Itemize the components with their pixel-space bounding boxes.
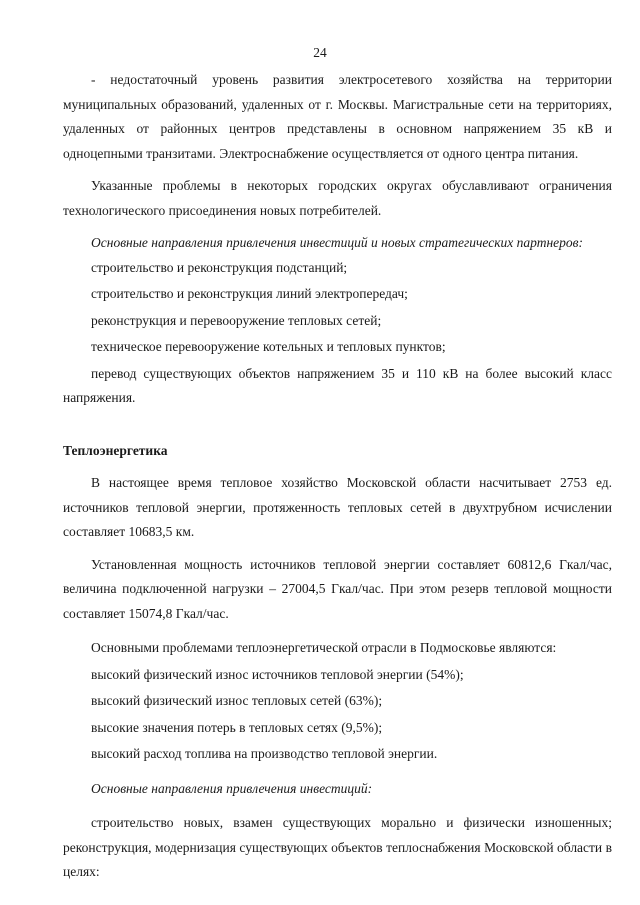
heat-paragraph-1: В настоящее время тепловое хозяйство Московской области насчитывает 2753 ед. источников тепловой энергии, протяженность тепловых сетей в двухтрубном исчислении составляет 10683,5 км. [63,475,612,539]
heat-problem-item: высокий физический износ источников тепловой энергии (54%); [91,666,464,682]
electricity-directions-heading: Основные направления привлечения инвестиций и новых стратегических партнеров: [91,235,584,250]
electricity-direction-item: строительство и реконструкция подстанций; [91,259,348,275]
electricity-direction-item: реконструкция и перевооружение тепловых сетей; [91,312,382,328]
section-title-heat: Теплоэнергетика [63,442,168,458]
electricity-direction-item: техническое перевооружение котельных и тепловых пунктов; [91,339,446,354]
heat-directions-paragraph: строительство новых, взамен существующих морально и физически изношенных; реконструкция, модернизация существующих объектов теплоснабжения Московской области в целях: [63,815,612,879]
heat-paragraph-2: Установленная мощность источников тепловой энергии составляет 60812,6 Гкал/час, величина подключенной нагрузки – 27004,5 Гкал/час. При этом резерв тепловой мощности составляет 15074,8 Гкал/час. [63,556,612,621]
heat-problem-item: высокие значения потерь в тепловых сетях (9,5%); [91,719,383,735]
electricity-direction-item: перевод существующих объектов напряжением 35 и 110 кВ на более высокий класс напряжения. [63,365,612,405]
page-content [63,68,612,885]
electricity-problems-paragraph: Указанные проблемы в некоторых городских округах обуславливают ограничения технологического присоединения новых потребителей. [63,178,612,218]
heat-problems-intro: Основными проблемами теплоэнергетической отрасли в Подмосковье являются: [91,640,557,655]
electricity-intro-paragraph: - недостаточный уровень развития электросетевого хозяйства на территории муниципальных образований, удаленных от г. Москвы. Магистральные сети на территориях, удаленных от районных центров представлены в основном напряжением 35 кВ и одноцепными транзитами. Электроснабжение осуществляется от одного центра питания. [63,72,612,161]
heat-problem-item: высокий расход топлива на производство тепловой энергии. [91,746,438,761]
page-number: 24 [313,45,327,60]
electricity-direction-item: строительство и реконструкция линий электропередач; [91,286,408,301]
heat-problem-item: высокий физический износ тепловых сетей (63%); [91,693,383,708]
heat-directions-heading: Основные направления привлечения инвестиций: [91,780,373,796]
